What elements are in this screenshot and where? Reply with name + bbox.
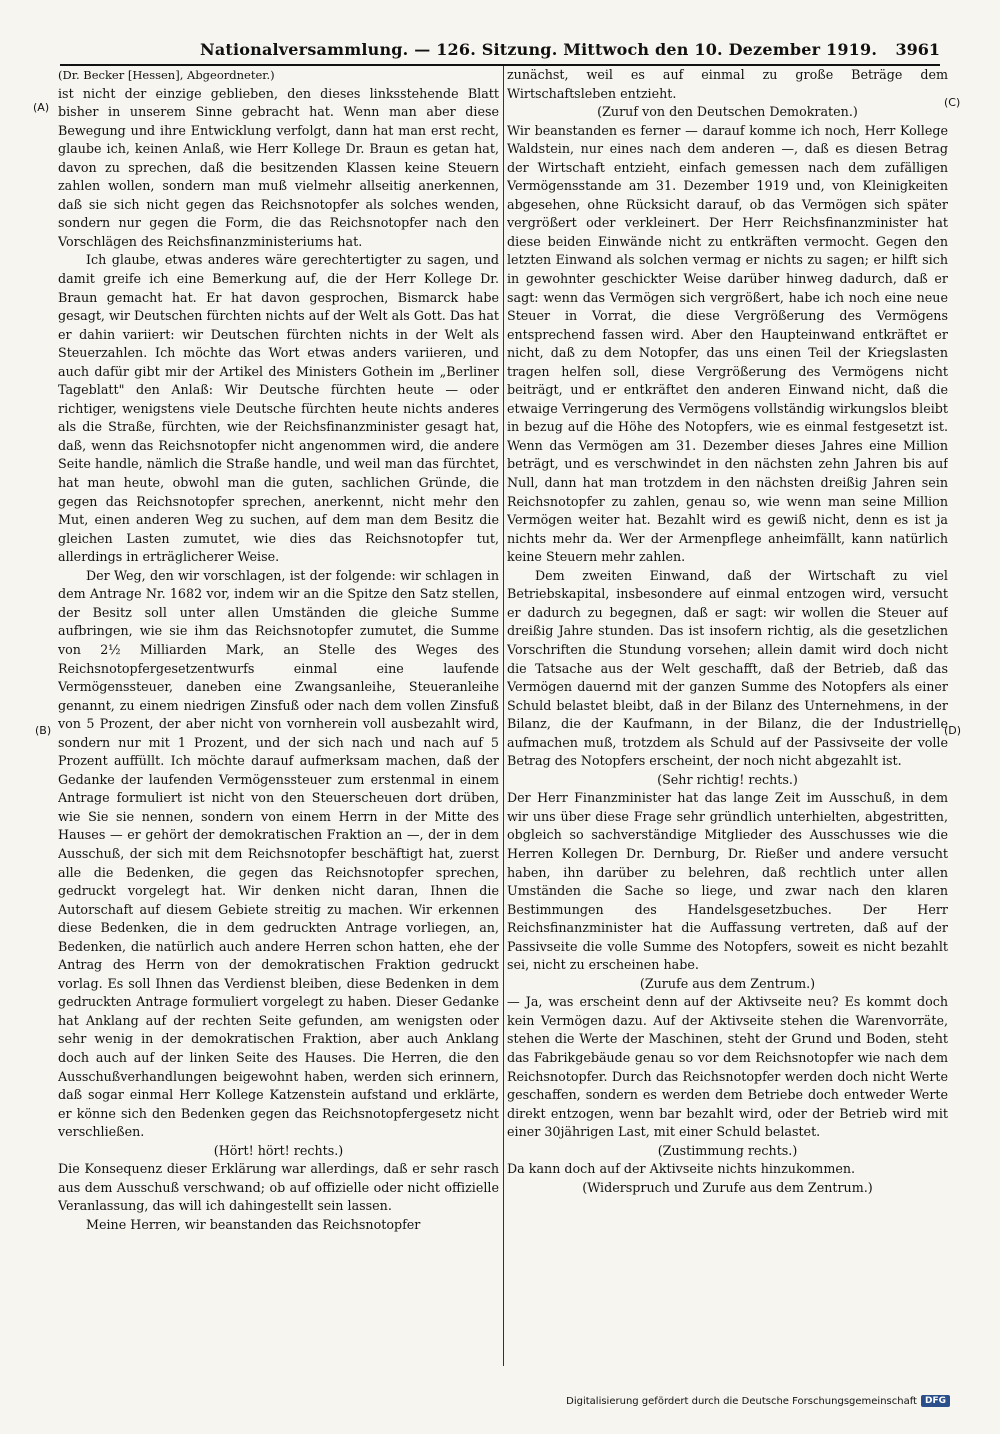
paragraph: Der Herr Finanzminister hat das lange Zeit im Ausschuß, in dem wir uns über diese Frage sehr gründlich unterhielten, abgestritten, obgleich so sachverständige Mitglieder des Ausschusses wie die Herren Kollegen Dr. Dernburg, Dr. Rießer und andere versucht haben, ihn darüber zu belehren, daß rechtlich unter allen Umständen die Sache so liege, und zwar nach den klaren Bestimmungen des Handelsgesetzbuches. Der Herr Reichsfinanzminister hat die Auffassung vertreten, daß auf der Passivseite die volle Summe des Notopfers, soweit es nicht bezahlt sei, nicht zu erscheinen habe.	[507, 790, 948, 973]
footer-credit: Digitalisierung gefördert durch die Deutsche Forschungsgemeinschaft	[566, 1395, 917, 1407]
paragraph: ist nicht der einzige geblieben, den dieses linksstehende Blatt bisher in unserem Sinne gebracht hat. Wenn man aber diese Bewegung und ihre Entwicklung verfolgt, dann hat man erst recht, glaube ich, keinen Anlaß, wie Herr Kollege Dr. Braun es getan hat, davon zu sprechen, daß die besitzenden Klassen keine Steuern zahlen wollen, sondern man muß vielmehr allseitig anerkennen, daß sie sich nicht gegen das Reichsnotopfer als solches wenden, sondern nur gegen die Form, die das Reichsnotopfer nach den Vorschlägen des Reichsfinanzministeriums hat.	[58, 85, 499, 249]
paragraph: Da kann doch auf der Aktivseite nichts hinzukommen.	[507, 1161, 856, 1177]
margin-marker-a: (A)	[33, 101, 50, 114]
interjection: (Zurufe aus dem Zentrum.)	[639, 975, 816, 991]
paragraph: Die Konsequenz dieser Erklärung war allerdings, daß er sehr rasch aus dem Ausschuß verschwand; ob auf offizielle oder nicht offizielle Veranlassung, das will ich dahingestellt sein lassen.	[58, 1161, 499, 1214]
left-column	[58, 66, 499, 1366]
running-title: Nationalversammlung. — 126. Sitzung. Mittwoch den 10. Dezember 1919.	[200, 40, 878, 59]
dfg-logo: DFG	[921, 1395, 950, 1407]
column-divider	[503, 66, 504, 1366]
paragraph: Meine Herren, wir beanstanden das Reichsnotopfer	[86, 1216, 421, 1232]
footer	[566, 1395, 950, 1407]
paragraph: zunächst, weil es auf einmal zu große Beträge dem Wirtschaftsleben entzieht.	[507, 67, 948, 101]
speaker-note: (Dr. Becker [Hessen], Abgeordneter.)	[58, 68, 275, 82]
paragraph: — Ja, was erscheint denn auf der Aktivseite neu? Es kommt doch kein Vermögen dazu. Auf der Aktivseite stehen die Warenvorräte, stehen die Werte der Maschinen, steht der Grund und Boden, steht das Fabrikgebäude genau so vor dem Reichsnotopfer wie nach dem Reichsnotopfer. Durch das Reichsnotopfer werden doch nicht Werte geschaffen, sondern es werden dem Betriebe doch entweder Werte direkt entzogen, wenn bar bezahlt wird, oder der Betrieb wird mit einer 30jährigen Last, mit einer Schuld belastet.	[507, 994, 948, 1140]
interjection: (Sehr richtig! rechts.)	[657, 771, 798, 787]
margin-marker-c: (C)	[944, 96, 961, 109]
page-number: 3961	[895, 40, 940, 59]
page-header	[60, 40, 940, 66]
margin-marker-d: (D)	[944, 724, 962, 737]
paragraph: Wir beanstanden es ferner — darauf komme ich noch, Herr Kollege Waldstein, nur eines nach dem anderen —, daß es diesen Betrag der Wirtschaft entzieht, einfach gemessen nach dem zufälligen Vermögensstande am 31. Dezember 1919 und, von Kleinigkeiten abgesehen, ohne Rücksicht darauf, ob das Vermögen sich später vergrößert oder verkleinert. Der Herr Reichsfinanzminister hat diese beiden Einwände nicht zu entkräften vermocht. Gegen den letzten Einwand als solchen vermag er nichts zu sagen; er hilft sich in gewohnter geschickter Weise darüber hinweg dadurch, daß er sagt: wenn das Vermögen sich vergrößert, habe ich noch eine neue Steuer in Vorrat, die diese Vergrößerung des Vermögens entsprechend fassen wird. Aber den Haupteinwand entkräftet er nicht, daß zu dem Notopfer, das uns einen Teil der Kriegslasten tragen helfen soll, diese Vergrößerung des Vermögens nicht beiträgt, und er entkräftet den anderen Einwand nicht, daß die etwaige Verringerung des Vermögens vollständig wirkungslos bleibt in bezug auf die Höhe des Notopfers, wie es einmal festgesetzt ist. Wenn das Vermögen am 31. Dezember dieses Jahres eine Million beträgt, und es verschwindet in den nächsten zehn Jahren bis auf Null, dann hat man trotzdem in den nächsten dreißig Jahren sein Reichsnotopfer zu zahlen, genau so, wie wenn man seine Million Vermögen weiter hat. Bezahlt wird es gewiß nicht, denn es ist ja nichts mehr da. Wer der Armenpflege anheimfällt, kann natürlich keine Steuern mehr zahlen.	[507, 122, 948, 565]
interjection: (Zustimmung rechts.)	[657, 1142, 798, 1158]
margin-marker-b: (B)	[35, 724, 52, 737]
right-column	[507, 66, 948, 1366]
paragraph: Der Weg, den wir vorschlagen, ist der folgende: wir schlagen in dem Antrage Nr. 1682 vor, indem wir an die Spitze den Satz stellen, der Besitz soll unter allen Umständen die gleiche Summe aufbringen, wie sie ihm das Reichsnotopfer zumutet, die Summe von 2½ Milliarden Mark, an Stelle des Weges des Reichsnotopfergesetzentwurfs einmal eine laufende Vermögenssteuer, daneben eine Zwangsanleihe, Steueranleihe genannt, zu einem niedrigen Zinsfuß oder nach dem vollen Zinsfuß von 5 Prozent, der aber nicht von vornherein voll ausbezahlt wird, sondern nur mit 1 Prozent, und der sich nach und nach auf 5 Prozent auffüllt. Ich möchte darauf aufmerksam machen, daß der Gedanke der laufenden Vermögenssteuer zum erstenmal in einem Antrage formuliert ist nicht von den Steuerscheuen dort drüben, wie Sie sie nennen, sondern von einem Herrn in der Mitte des Hauses — er gehört der demokratischen Fraktion an —, der in dem Ausschuß, der sich mit dem Reichsnotopfer beschäftigt hat, zuerst alle die Bedenken, die gegen das Reichsnotopfer sprechen, gedruckt vorgelegt hat. Wir denken nicht daran, Ihnen die Autorschaft auf diesem Gebiete streitig zu machen. Wir erkennen diese Bedenken, die in dem gedruckten Antrage vorliegen, an, Bedenken, die natürlich auch andere Herren schon hatten, ehe der Antrag des Herrn von der demokratischen Fraktion gedruckt vorlag. Es soll Ihnen das Verdienst bleiben, diese Bedenken in dem gedruckten Antrage formuliert vorgelegt zu haben. Dieser Gedanke hat Anklang auf der rechten Seite gefunden, am wenigsten oder sehr wenig in der demokratischen Fraktion, aber auch Anklang doch auch auf der linken Seite des Hauses. Die Herren, die den Ausschußverhandlungen beigewohnt haben, werden sich erinnern, daß sogar einmal Herr Kollege Katzenstein aufstand und erklärte, er könne sich den Bedenken gegen das Reichsnotopfergesetz nicht verschließen.	[58, 567, 499, 1140]
paragraph: Ich glaube, etwas anderes wäre gerechtertigter zu sagen, und damit greife ich eine Bemerkung auf, die der Herr Kollege Dr. Braun gemacht hat. Er hat davon gesprochen, Bismarck habe gesagt, wir Deutschen fürchten nichts auf der Welt als Gott. Das hat er dahin variiert: wir Deutschen fürchten nichts in der Welt als Steuerzahlen. Ich möchte das Wort etwas anders variieren, und auch dafür gibt mir der Artikel des Ministers Gothein im „Berliner Tageblatt" den Anlaß: Wir Deutsche fürchten heute — oder richtiger, wenigstens viele Deutsche fürchten heute nichts anderes als die Straße, fürchten, wie der Reichsfinanzminister gesagt hat, daß, wenn das Reichsnotopfer nicht angenommen wird, die andere Seite handle, nämlich die Straße handle, und weil man das fürchtet, hat man heute, obwohl man die guten, sachlichen Gründe, die gegen das Reichsnotopfer sprechen, anerkennt, nicht mehr den Mut, einen anderen Weg zu suchen, auf dem man dem Besitz die gleichen Lasten zumutet, wie dies das Reichsnotopfer tut, allerdings in erträglicherer Weise.	[58, 252, 499, 565]
interjection: (Widerspruch und Zurufe aus dem Zentrum.)	[582, 1179, 873, 1195]
paragraph: Dem zweiten Einwand, daß der Wirtschaft zu viel Betriebskapital, insbesondere auf einmal entzogen wird, versucht er dadurch zu begegnen, daß er sagt: wir wollen die Steuer auf dreißig Jahre stunden. Das ist insofern richtig, als die gesetzlichen Vorschriften die Stundung vorsehen; allein damit wird doch nicht die Tatsache aus der Welt geschafft, daß der Betrieb, daß das Vermögen dauernd mit der ganzen Summe des Notopfers als einer Schuld belastet bleibt, daß in der Bilanz des Unternehmens, in der Bilanz, die der Kaufmann, in der Bilanz, die der Industrielle aufmachen muß, trotzdem als Schuld auf der Passivseite der volle Betrag des Notopfers erscheint, der noch nicht abgezahlt ist.	[507, 567, 948, 769]
interjection: (Hört! hört! rechts.)	[213, 1142, 344, 1158]
interjection: (Zuruf von den Deutschen Demokraten.)	[597, 104, 858, 120]
